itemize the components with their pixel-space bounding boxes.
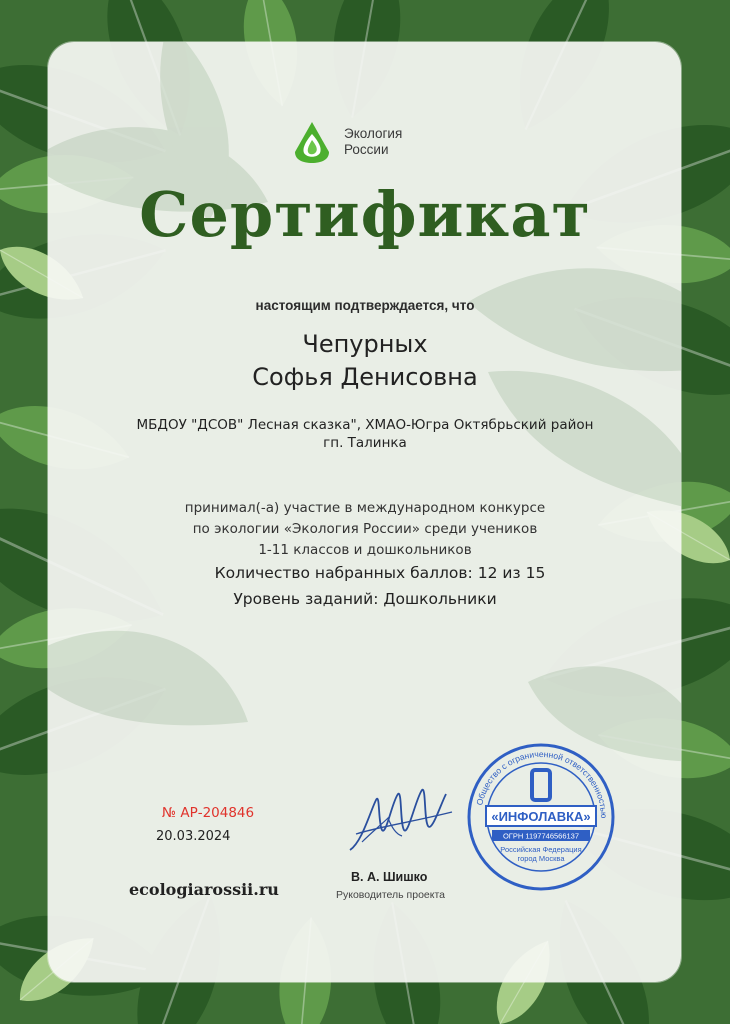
organization: МБДОУ "ДСОВ" Лесная сказка", ХМАО-Югра Октябрьский район гп. Талинка: [136, 417, 594, 451]
certificate-title: Сертификат: [139, 178, 591, 251]
stamp-place-1: Российская Федерация: [500, 845, 582, 854]
confirmation-text: настоящим подтверждается, что: [255, 298, 475, 313]
signer-name: В. А. Шишко: [351, 870, 428, 884]
signer-role: Руководитель проекта: [336, 889, 446, 901]
ecology-russia-logo: [289, 120, 429, 164]
recipient-surname: Чепурных: [302, 330, 428, 358]
stamp-place-2: город Москва: [517, 854, 565, 863]
level-text: Уровень заданий: Дошкольники: [233, 590, 497, 608]
participation-line-1: принимал(-а) участие в международном конкурсе: [184, 500, 546, 516]
stamp-ring-text: Общество с ограниченной ответственностью: [474, 748, 610, 819]
score-text: Количество набранных баллов: 12 из 15: [214, 564, 546, 582]
participation-line-2: по экологии «Экология России» среди учеников: [192, 521, 538, 537]
website: ecologiarossii.ru: [129, 880, 279, 899]
certificate-number: № АР-204846: [162, 805, 255, 821]
leaf-drop-icon: [289, 120, 335, 164]
stamp-emblem-icon: [532, 770, 550, 800]
logo-line-2: России: [344, 142, 389, 157]
certificate-date: 20.03.2024: [156, 829, 231, 844]
participation-line-3: 1-11 классов и дошкольников: [258, 542, 472, 558]
participation-text: [130, 498, 600, 561]
stamp-ogrn: ОГРН 1197746566137: [502, 831, 580, 841]
company-stamp: [466, 742, 616, 892]
recipient-given-name: Софья Денисовна: [252, 363, 478, 391]
logo-line-1: Экология: [344, 126, 403, 141]
stamp-brand: «ИНФОЛАВКА»: [491, 809, 591, 824]
handwritten-signature: [342, 772, 462, 862]
